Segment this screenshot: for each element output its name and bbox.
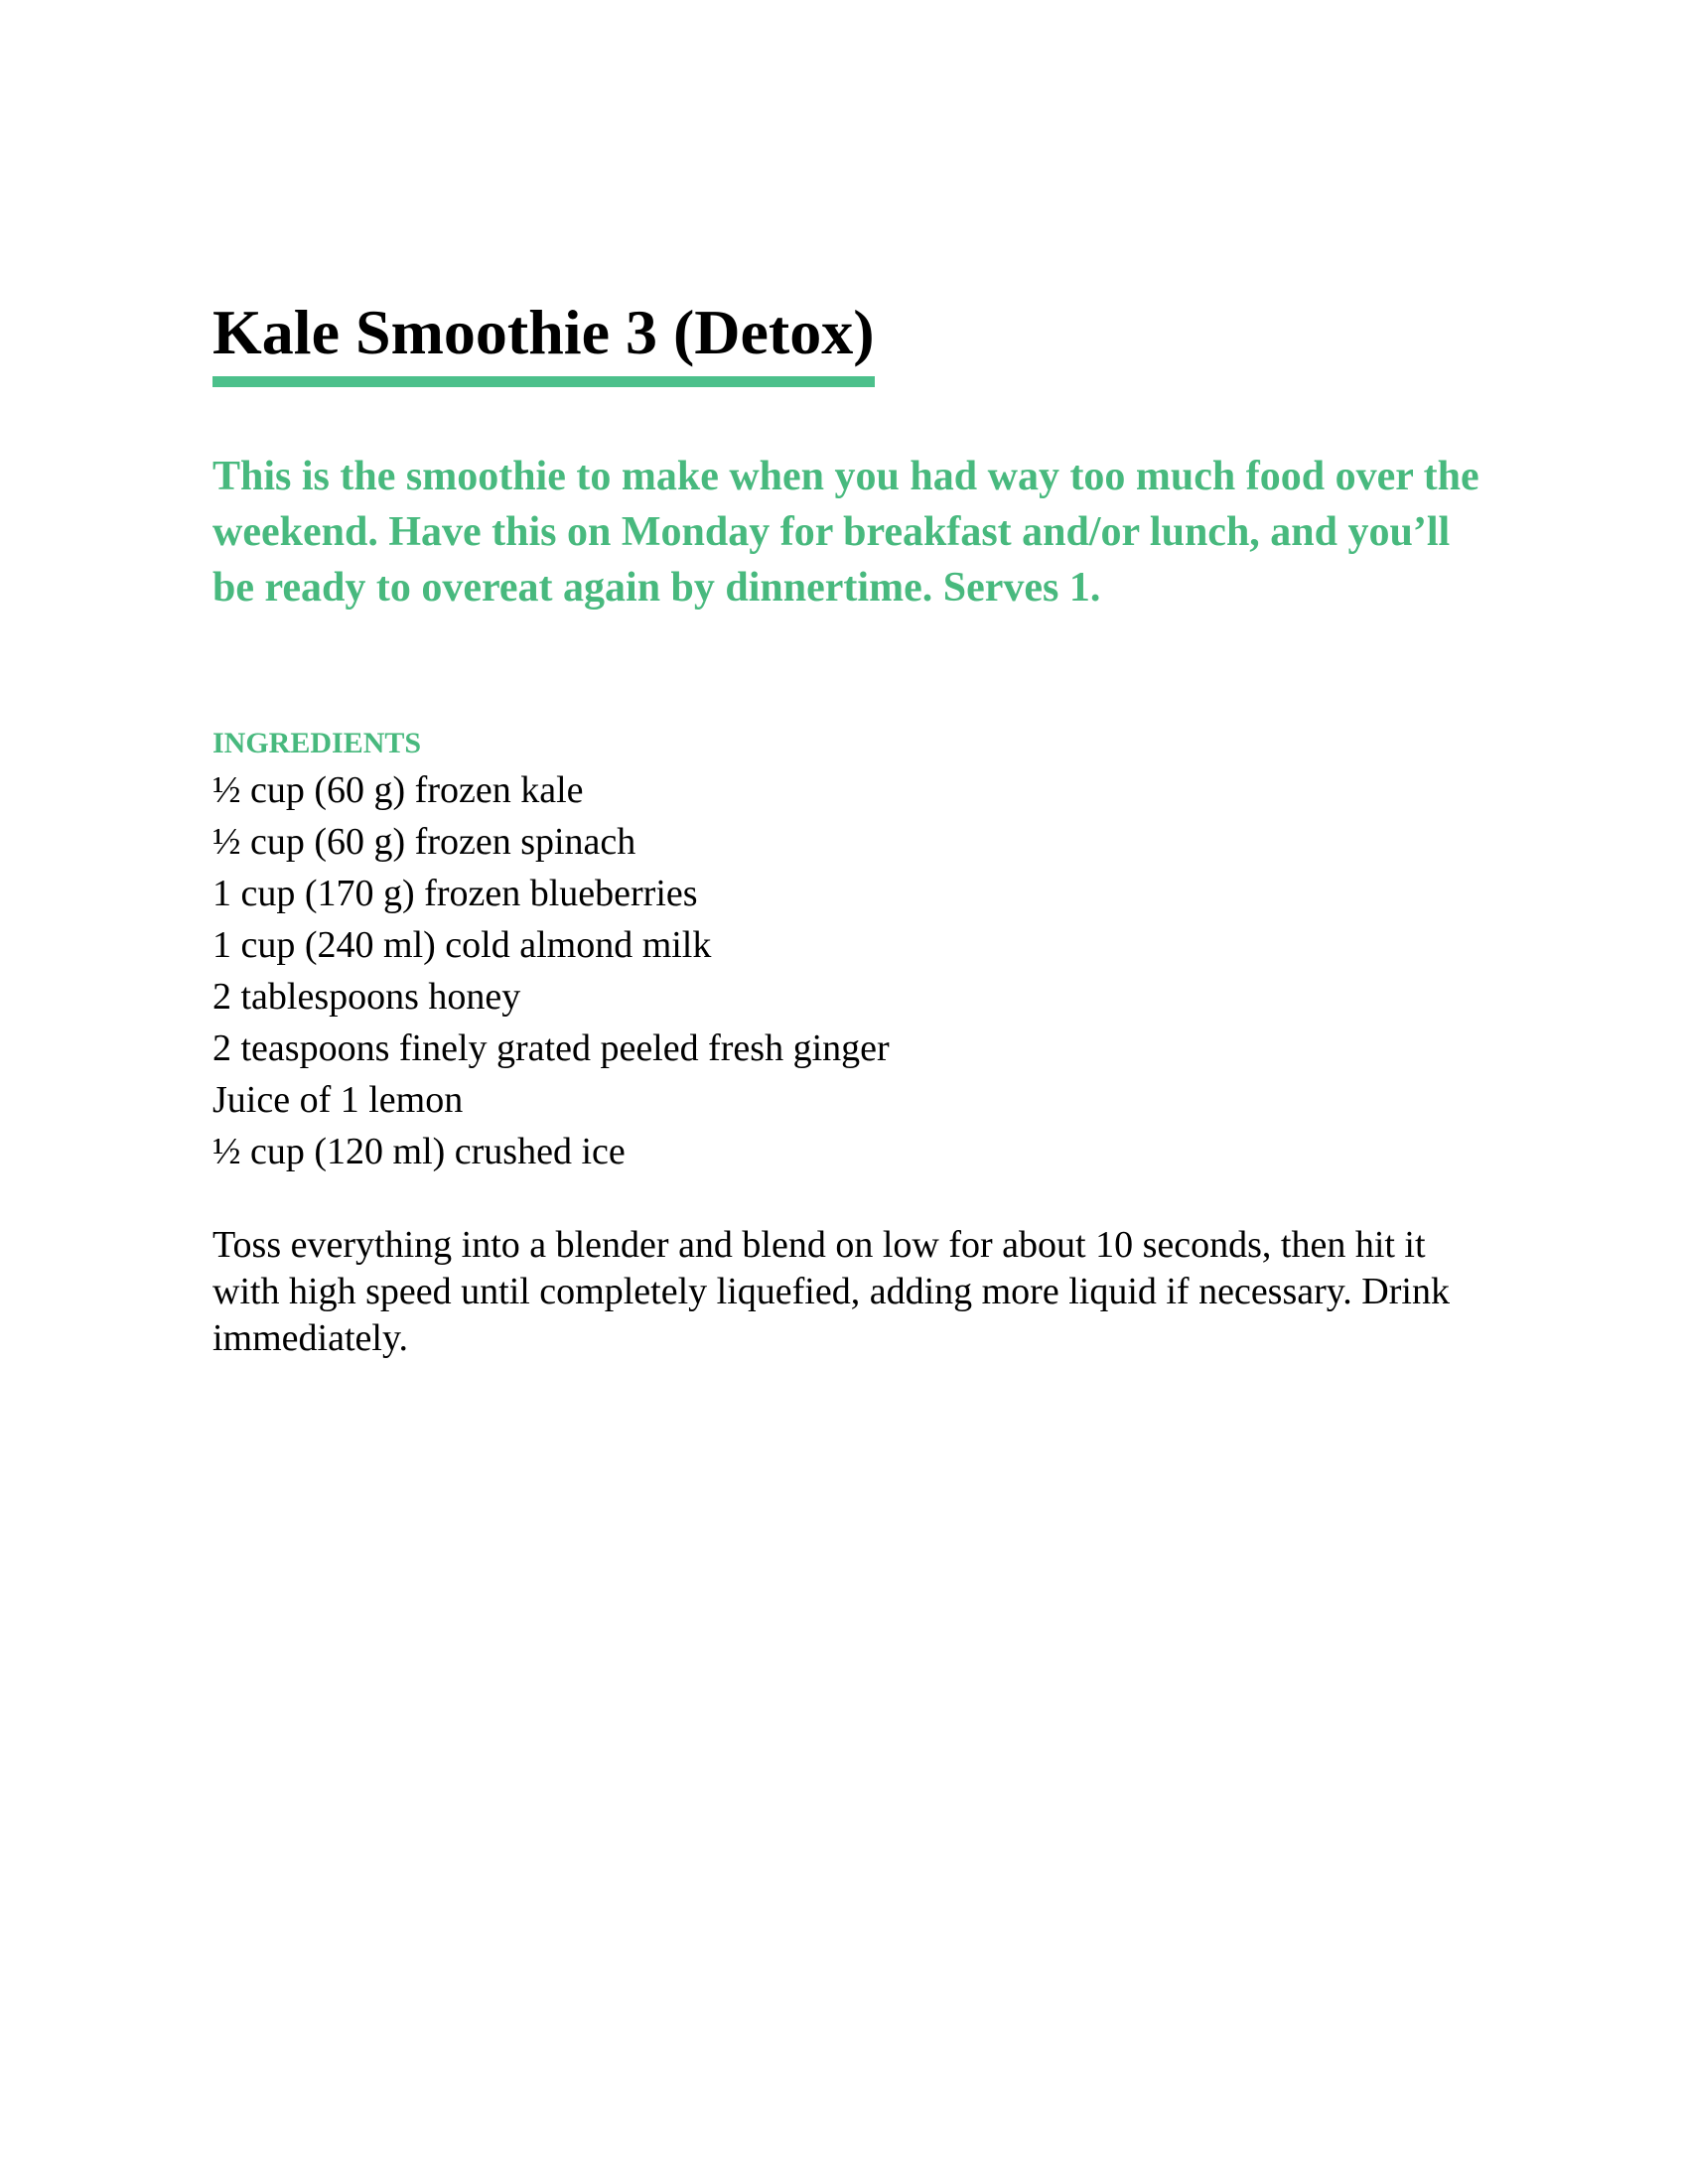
ingredient-item: 1 cup (240 ml) cold almond milk xyxy=(212,924,712,967)
ingredient-item: ½ cup (60 g) frozen spinach xyxy=(212,821,636,864)
ingredient-item: 2 tablespoons honey xyxy=(212,976,521,1019)
recipe-directions: Toss everything into a blender and blend on low for about 10 seconds, then hit it with high speed until completely liquefied, adding more liquid if necessary. Drink immediately. xyxy=(212,1224,1450,1360)
ingredient-item: ½ cup (120 ml) crushed ice xyxy=(212,1131,626,1173)
recipe-content xyxy=(212,297,1479,1362)
ingredients-list xyxy=(212,764,1474,1177)
ingredient-item: 2 teaspoons finely grated peeled fresh ginger xyxy=(212,1027,890,1070)
ingredients-heading: INGREDIENTS xyxy=(212,727,422,760)
ingredient-item: ½ cup (60 g) frozen kale xyxy=(212,769,584,812)
recipe-title: Kale Smoothie 3 (Detox) xyxy=(212,297,875,367)
title-underline xyxy=(212,298,875,387)
ingredient-item: 1 cup (170 g) frozen blueberries xyxy=(212,873,698,915)
recipe-intro: This is the smoothie to make when you had way too much food over the weekend. Have this on Monday for breakfast and/or lunch, and you’ll be ready to overeat again by dinnertime. Serves 1. xyxy=(212,454,1479,612)
ingredient-item: Juice of 1 lemon xyxy=(212,1079,464,1122)
